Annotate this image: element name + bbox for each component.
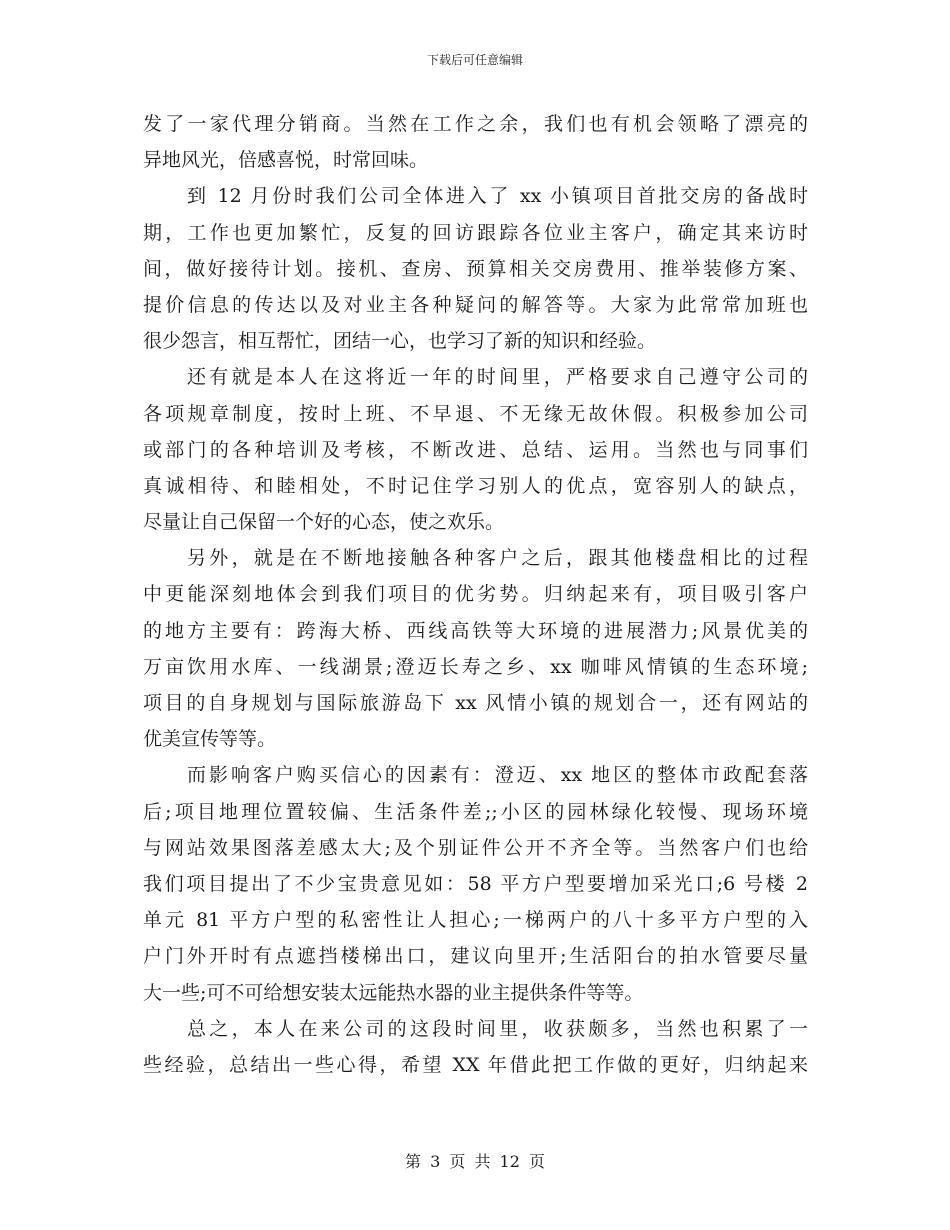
paragraph	[143, 540, 808, 757]
text-line: 很少怨言，相互帮忙，团结一心，也学习了新的知识和经验。	[143, 330, 657, 353]
paragraph	[143, 359, 808, 540]
text-line: 单元 81 平方户型的私密性让人担心;一梯两户的八十多平方户型的入	[143, 909, 808, 932]
document-body	[143, 106, 808, 1083]
paragraph	[143, 178, 808, 359]
text-line: 间，做好接待计划。接机、查房、预算相关交房费用、推举装修方案、	[143, 257, 808, 280]
text-line: 后;项目地理位置较偏、生活条件差;;小区的园林绿化较慢、现场环境	[143, 800, 808, 823]
text-line: 而影响客户购买信心的因素有：澄迈、xx 地区的整体市政配套落	[187, 764, 808, 787]
text-line: 中更能深刻地体会到我们项目的优劣势。归纳起来有，项目吸引客户	[143, 583, 808, 606]
text-line: 我们项目提出了不少宝贵意见如：58 平方户型要增加采光口;6 号楼 2	[143, 872, 808, 895]
text-line: 些经验，总结出一些心得，希望 XX 年借此把工作做的更好，归纳起来	[143, 1053, 808, 1076]
text-line: 大一些;可不可给想安装太远能热水器的业主提供条件等等。	[143, 981, 644, 1004]
page-footer: 第 3 页 共 12 页	[405, 1152, 545, 1171]
paragraph	[143, 1011, 808, 1083]
text-line: 项目的自身规划与国际旅游岛下 xx 风情小镇的规划合一，还有网站的	[143, 692, 808, 714]
paragraph	[143, 106, 808, 178]
text-line: 还有就是本人在这将近一年的时间里，严格要求自己遵守公司的	[187, 366, 808, 389]
text-line: 真诚相待、和睦相处，不时记住学习别人的优点，宽容别人的缺点，	[143, 474, 808, 497]
text-line: 各项规章制度，按时上班、不早退、不无缘无故休假。积极参加公司	[143, 402, 808, 425]
text-line: 提价信息的传达以及对业主各种疑问的解答等。大家为此常常加班也	[143, 293, 808, 316]
text-line: 万亩饮用水库、一线湖景;澄迈长寿之乡、xx 咖啡风情镇的生态环境;	[143, 655, 808, 678]
text-line: 到 12 月份时我们公司全体进入了 xx 小镇项目首批交房的备战时	[187, 185, 808, 208]
text-line: 期，工作也更加繁忙，反复的回访跟踪各位业主客户，确定其来访时	[143, 221, 808, 244]
text-line: 异地风光，倍感喜悦，时常回味。	[143, 149, 429, 172]
text-line: 尽量让自己保留一个好的心态，使之欢乐。	[143, 511, 505, 534]
text-line: 另外，就是在不断地接触各种客户之后，跟其他楼盘相比的过程	[187, 547, 808, 570]
paragraph	[143, 757, 808, 1010]
text-line: 发了一家代理分销商。当然在工作之余，我们也有机会领略了漂亮的	[143, 113, 808, 135]
text-line: 与网站效果图落差感太大;及个别证件公开不齐全等。当然客户们也给	[143, 836, 808, 859]
page-header: 下载后可任意编辑	[426, 53, 523, 67]
text-line: 或部门的各种培训及考核，不断改进、总结、运用。当然也与同事们	[143, 438, 808, 461]
text-line: 户门外开时有点遮挡楼梯出口，建议向里开;生活阳台的拍水管要尽量	[143, 945, 808, 968]
text-line: 优美宣传等等。	[143, 728, 277, 751]
text-line: 的地方主要有：跨海大桥、西线高铁等大环境的进展潜力;风景优美的	[143, 619, 808, 642]
text-line: 总之，本人在来公司的这段时间里，收获颇多，当然也积累了一	[187, 1017, 808, 1040]
